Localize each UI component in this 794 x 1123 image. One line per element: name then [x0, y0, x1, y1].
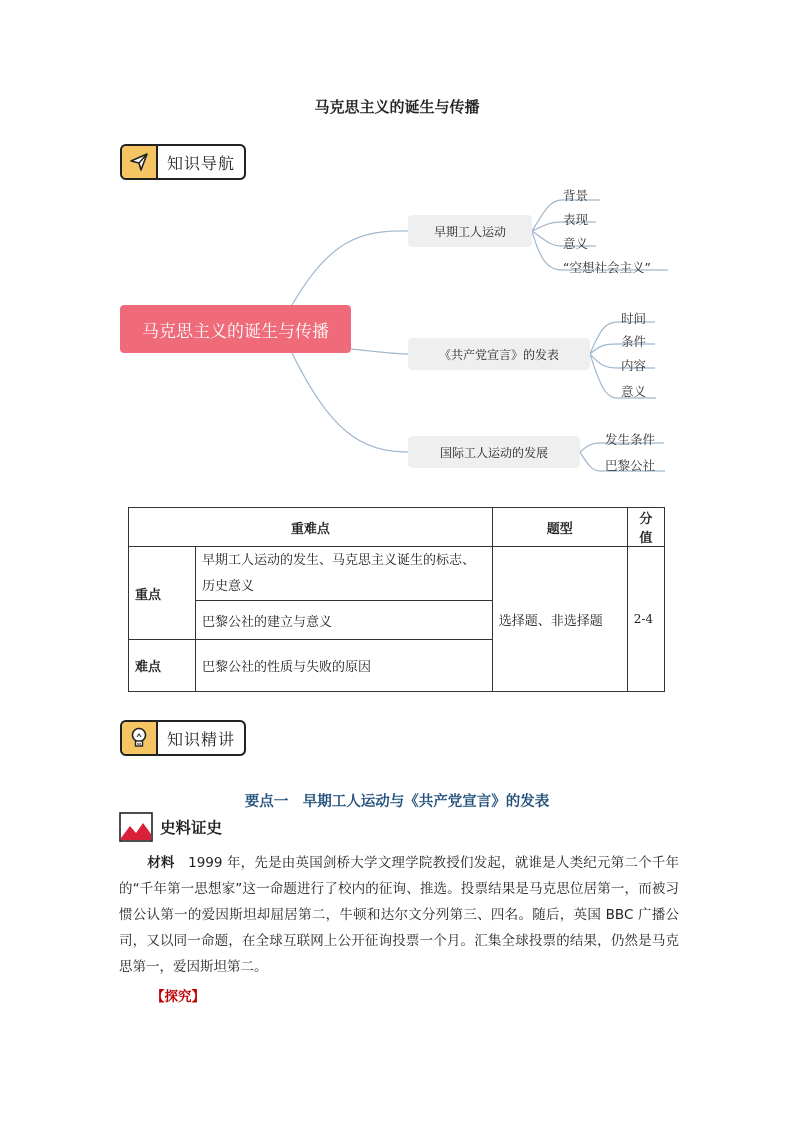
table-header: 题型: [492, 508, 627, 547]
mindmap-leaf: 表现: [563, 212, 589, 227]
mindmap-leaf: 意义: [621, 384, 647, 399]
row-label-key: 重点: [129, 547, 196, 640]
badge-label: 知识导航: [167, 153, 236, 173]
table-header: 重难点: [129, 508, 493, 547]
table-cell: 巴黎公社的建立与意义: [196, 601, 493, 640]
mindmap-leaf: “空想社会主义”: [563, 260, 651, 275]
mindmap-leaf: 时间: [621, 311, 647, 326]
page-title: 马克思主义的诞生与传播: [314, 98, 480, 116]
row-label-difficult: 难点: [129, 640, 196, 692]
source-header: [119, 812, 222, 842]
mindmap-root: 马克思主义的诞生与传播: [120, 305, 351, 353]
mountain-chart-icon: [119, 812, 153, 842]
material-paragraph: [119, 850, 679, 980]
mindmap-branch-manifesto: 《共产党宣言》的发表: [408, 338, 590, 370]
table-header-row: [129, 508, 665, 547]
material-text: 1999 年，先是由英国剑桥大学文理学院教授们发起，就谁是人类纪元第二个千年的“千年第一思想家”这一命题进行了校内的征询、推选。投票结果是马克思位居第一，而被习惯公认第一的爱因斯坦却屈居第二，牛顿和达尔文分列第三、四名。随后，英国 BBC 广播公司，又以同一命题，在全球互联网上公开征询投票一个月。汇集全球投票的结果，仍然是马克思第一，爱因斯坦第二。: [119, 855, 680, 975]
mindmap-leaf: 条件: [621, 334, 647, 349]
explore-label: 【探究】: [151, 989, 205, 1005]
key-points-table: [128, 507, 665, 692]
knowledge-lecture-badge: [120, 720, 246, 756]
lightbulb-icon: [122, 722, 158, 754]
badge-label: 知识精讲: [167, 729, 236, 749]
material-label: 材料: [147, 855, 175, 871]
mindmap-branch-intl-labor: 国际工人运动的发展: [408, 436, 580, 468]
mindmap-leaf: 意义: [563, 236, 589, 251]
table-header: 分值: [627, 508, 664, 547]
mindmap-connectors: [0, 0, 794, 500]
mindmap-branch-early-labor: 早期工人运动: [408, 215, 532, 247]
mindmap-leaf: 背景: [563, 188, 589, 203]
mindmap-leaf: 内容: [621, 358, 647, 373]
section-heading: 要点一 早期工人运动与《共产党宣言》的发表: [244, 794, 550, 810]
table-cell: 早期工人运动的发生、马克思主义诞生的标志、历史意义: [196, 547, 493, 601]
question-type-cell: 选择题、非选择题: [492, 547, 627, 692]
score-cell: 2-4: [627, 547, 664, 692]
source-label: 史料证史: [160, 819, 223, 837]
mindmap-leaf: 发生条件: [605, 432, 656, 447]
table-cell: 巴黎公社的性质与失败的原因: [196, 640, 493, 692]
mindmap-leaf: 巴黎公社: [605, 458, 656, 473]
table-row: [129, 547, 665, 601]
